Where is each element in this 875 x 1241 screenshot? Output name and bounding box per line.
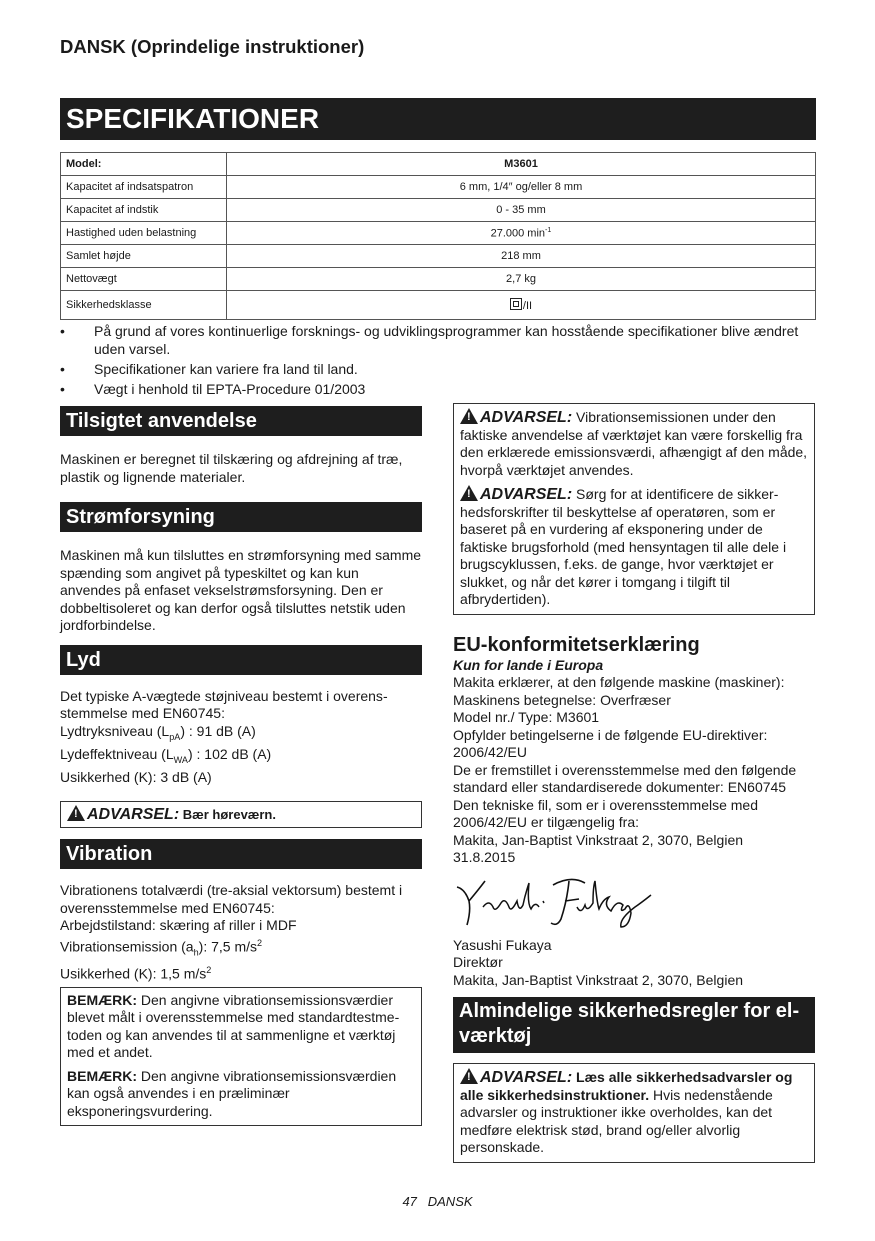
warning-word: ADVARSEL: <box>87 805 180 823</box>
warning-paragraph <box>460 485 808 609</box>
eu-line: De er fremstillet i overensstemmelse med den følgende standard eller standardiserede dokumenter: EN60745 <box>453 761 797 795</box>
vibration-intro: Vibrationens totalværdi (tre-aksial vektorsum) bestemt i overensstemmelse med EN60745: <box>60 882 403 916</box>
warning-triangle-icon <box>460 408 478 424</box>
intended-use-text: Maskinen er beregnet til tilskæring og afdrejning af træ, plastik og lignende materialer. <box>60 451 403 485</box>
speed-value: 27.000 min <box>490 227 546 240</box>
handwritten-signature-icon <box>453 867 653 937</box>
signature-image <box>453 867 815 937</box>
vibration-mode: Arbejdstilstand: skæring af riller i MDF <box>60 917 297 934</box>
class-ii-double-square-icon <box>510 298 522 310</box>
lpa-label: Lydtryksniveau (L <box>60 722 170 739</box>
speed-unit-exponent: -1 <box>545 226 552 235</box>
spec-label: Kapacitet af indstik <box>61 199 227 222</box>
spec-label: Hastighed uden belastning <box>61 222 227 245</box>
eu-subheading: Kun for lande i Europa <box>453 656 604 673</box>
eu-line: Makita, Jan-Baptist Vinkstraat 2, 3070, Belgien <box>453 831 744 848</box>
list-item <box>60 360 816 378</box>
sound-uncertainty: Usikkerhed (K): 3 dB (A) <box>60 769 212 786</box>
spec-value: M3601 <box>227 153 816 176</box>
warning-text: Bær høreværn. <box>182 806 276 822</box>
spec-row <box>61 245 816 268</box>
lwa-label: Lydeffektniveau (L <box>60 745 174 762</box>
section-heading-general-safety: Almindelige sikkerhedsregler for el-værktøj <box>453 997 815 1053</box>
warning-paragraph <box>460 1068 808 1157</box>
lpa-subscript: pA <box>169 731 181 742</box>
note-paragraph <box>67 1068 415 1121</box>
spec-label: Samlet højde <box>61 245 227 268</box>
warning-triangle-icon <box>460 1068 478 1084</box>
spec-label: Sikkerhedsklasse <box>61 291 227 320</box>
spec-header-row <box>61 153 816 176</box>
left-column <box>60 406 422 1126</box>
sound-power-level <box>60 746 422 769</box>
bullet-mark: • <box>60 381 65 397</box>
list-item <box>60 380 816 398</box>
emission-label: Vibrationsemission (a <box>60 938 194 955</box>
section-heading-vibration: Vibration <box>60 839 422 869</box>
note-paragraph <box>67 992 415 1062</box>
vibration-notes-box <box>60 987 422 1127</box>
warning-word: ADVARSEL: <box>480 486 573 503</box>
warning-word: ADVARSEL: <box>480 409 573 426</box>
vibration-block <box>60 882 422 983</box>
vibration-emission <box>60 935 422 962</box>
section-heading-power: Strømforsyning <box>60 502 422 532</box>
eu-line: Den tekniske fil, som er i overensstemmelse med 2006/42/EU er tilgængelig fra: <box>453 796 758 830</box>
spec-notes <box>60 322 816 400</box>
warning-paragraph <box>460 408 808 479</box>
spec-row-safety <box>61 291 816 320</box>
warning-text: Sørg for at identificere de sikkerhedsforskrifter til beskyttelse af operatøren, som er baseret på en vurdering af eksponering under de faktiske brugsforhold (med hensyntagen til alle dele i brugscyklussen, f.eks. de gange, hvor værktøjet er slukket, og når det kører i tomgang i tilgift til afbrydertiden). <box>460 486 787 607</box>
warning-text: Hvis nedenstående advarsler og instruktioner ikke overholdes, kan det medføre elektrisk stød, brand og/eller alvorlig personskade. <box>460 1086 773 1155</box>
eu-line: Opfylder betingelserne i de følgende EU-direktiver: <box>453 726 768 743</box>
sound-block <box>60 688 422 787</box>
list-item-text: På grund af vores kontinuerlige forsknings- og udviklingsprogrammer kan hosstående specifikationer blive ændret uden varsel. <box>94 323 799 357</box>
warning-triangle-icon <box>460 485 478 501</box>
signer-title: Direktør <box>453 954 503 970</box>
warning-bold-text: Læs alle sikkerhedsadvarsler og alle sikkerhedsinstruktioner. <box>460 1069 793 1103</box>
eu-line: 31.8.2015 <box>453 849 516 865</box>
lwa-value: ) : 102 dB (A) <box>187 745 272 762</box>
uncertainty-exponent: 2 <box>206 964 212 975</box>
spec-title: SPECIFIKATIONER <box>60 98 816 140</box>
emission-subscript: h <box>193 947 199 958</box>
page-number: 47 <box>402 1194 417 1209</box>
spec-label: Model: <box>61 153 227 176</box>
note-text: Den angivne vibrationsemissionsværdier blevet målt i overensstemmelse med standardtestmetoden og kan anvendes til at sammenligne et værktøj med et andet. <box>67 991 400 1061</box>
safety-class-value: /II <box>522 300 533 312</box>
uncertainty-value: Usikkerhed (K): 1,5 m/s <box>60 965 207 982</box>
page-footer <box>0 1194 875 1209</box>
emission-value: ): 7,5 m/s <box>198 938 258 955</box>
sound-intro: Det typiske A-vægtede støjniveau bestemt i overensstemmelse med EN60745: <box>60 687 388 721</box>
list-item-text: Vægt i henhold til EPTA-Procedure 01/2003 <box>94 381 366 397</box>
note-text: Den angivne vibrationsemissionsværdien kan også anvendes i en præliminær eksponeringsvurdering. <box>67 1067 397 1119</box>
note-label: BEMÆRK: <box>67 991 137 1008</box>
list-item-text: Specifikationer kan variere fra land til land. <box>94 361 358 377</box>
spec-label: Nettovægt <box>61 268 227 291</box>
spec-value <box>227 222 816 245</box>
section-heading-intended-use: Tilsigtet anvendelse <box>60 406 422 436</box>
spec-row <box>61 176 816 199</box>
lwa-subscript: WA <box>173 754 188 765</box>
eu-line: Maskinens betegnelse: Overfræser <box>453 691 671 708</box>
general-safety-warning-box <box>453 1063 815 1163</box>
signer-name: Yasushi Fukaya <box>453 936 552 953</box>
eu-line: Model nr./ Type: M3601 <box>453 709 600 725</box>
spec-value: 218 mm <box>227 245 816 268</box>
lpa-value: ) : 91 dB (A) <box>180 722 256 739</box>
section-heading-sound: Lyd <box>60 645 422 675</box>
footer-language: DANSK <box>427 1194 473 1209</box>
emission-exponent: 2 <box>257 937 263 948</box>
spec-row <box>61 268 816 291</box>
bullet-mark: • <box>60 323 65 339</box>
list-item <box>60 322 816 358</box>
note-label: BEMÆRK: <box>67 1067 137 1084</box>
hearing-warning-box <box>60 801 422 829</box>
spec-value: 2,7 kg <box>227 268 816 291</box>
vibration-warnings-box <box>453 403 815 615</box>
eu-declaration <box>453 633 815 990</box>
power-text: Maskinen må kun tilsluttes en strømforsyning med samme spænding som angivet på typeskiltet og kan kun anvendes på enfaset vekselstrømsforsyning. Den er dobbeltisoleret og kan derfor også tilsluttes netstik uden jordforbindelse. <box>60 547 422 633</box>
spec-table <box>60 152 816 320</box>
spec-label: Kapacitet af indsatspatron <box>61 176 227 199</box>
eu-heading: EU-konformitetserklæring <box>453 633 700 656</box>
warning-word: ADVARSEL: <box>480 1069 573 1086</box>
spec-row <box>61 199 816 222</box>
spec-value <box>227 291 816 320</box>
warning-text: Vibrationsemissionen under den faktiske anvendelse af værktøjet kan være forskellig fra den erklærede emissionsværdi, afhængigt af den måde, hvorpå værktøjet anvendes. <box>460 409 808 478</box>
page-header: DANSK (Oprindelige instruktioner) <box>60 36 365 57</box>
spec-value: 6 mm, 1/4″ og/eller 8 mm <box>227 176 816 199</box>
signer-address: Makita, Jan-Baptist Vinkstraat 2, 3070, Belgien <box>453 971 744 988</box>
eu-line: 2006/42/EU <box>453 744 527 760</box>
bullet-mark: • <box>60 361 65 377</box>
eu-line: Makita erklærer, at den følgende maskine (maskiner): <box>453 674 785 690</box>
right-column <box>453 403 815 1163</box>
warning-triangle-icon <box>67 805 85 821</box>
vibration-uncertainty <box>60 962 422 983</box>
spec-value: 0 - 35 mm <box>227 199 816 222</box>
sound-pressure-level <box>60 723 422 746</box>
spec-row <box>61 222 816 245</box>
